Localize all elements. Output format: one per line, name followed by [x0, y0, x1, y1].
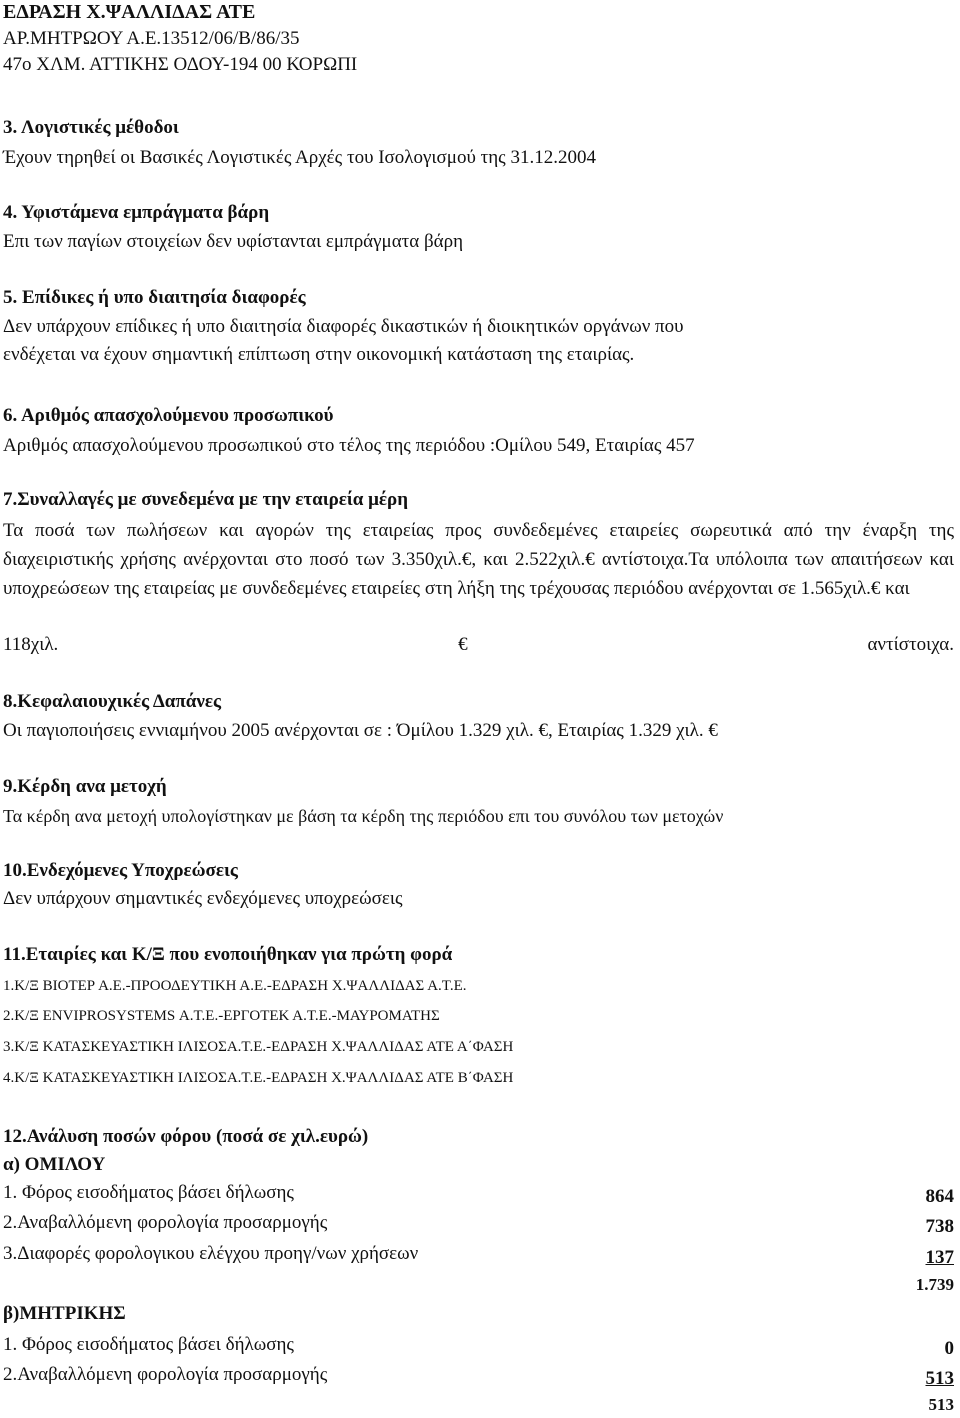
- group-total-value: 1.739: [915, 1275, 954, 1294]
- tax-row-value: 137: [925, 1247, 954, 1268]
- tax-row-label: 1. Φόρος εισοδήματος βάσει δήλωσης: [3, 1182, 294, 1203]
- section-11-title: 11.Εταιρίες και Κ/Ξ που ενοποιήθηκαν για πρώτη φορά: [3, 944, 453, 965]
- section-7-amount: 118χιλ.: [3, 634, 59, 655]
- parent-total-row: [3, 1392, 954, 1418]
- tax-row-label: 2.Αναβαλλόμενη φορολογία προσαρμογής: [3, 1364, 328, 1385]
- tax-row-label: 2.Αναβαλλόμενη φορολογία προσαρμογής: [3, 1212, 328, 1233]
- tax-row-label: 3.Διαφορές φορολογικου ελέγχου προηγ/νων χρήσεων: [3, 1243, 419, 1264]
- section-9-body: Τα κέρδη ανα μετοχή υπολογίστηκαν με βάση τα κέρδη της περιόδου επι του συνόλου των μετοχών: [3, 806, 724, 826]
- section-6-body: Αριθμός απασχολούμενου προσωπικού στο τέλος της περιόδου :Ομίλου 549, Εταιρίας 457: [3, 435, 695, 456]
- section-10-title: 10.Ενδεχόμενες Υποχρεώσεις: [3, 860, 238, 881]
- section-7-euro-sign: €: [458, 634, 468, 655]
- section-11-item-4: 4.Κ/Ξ ΚΑΤΑΣΚΕΥΑΣΤΙΚΗ ΙΛΙΣΟΣΑ.Τ.Ε.-ΕΔΡΑΣΗ Χ.ΨΑΛΛΙΔΑΣ ΑΤΕ Β΄ΦΑΣΗ: [3, 1070, 514, 1086]
- section-8-title: 8.Κεφαλαιουχικές Δαπάνες: [3, 691, 221, 712]
- section-7-paragraph: Τα ποσά των πωλήσεων και αγορών της εταιρείας προς συνδεδεμένες εταιρείες σωρευτικά από την έναρξη της διαχειριστικής χρήσης ανέρχονται στο ποσό των 3.350χιλ.€, και 2.522χιλ.€ αντίστοιχα.Τα υπόλοιπα των απαιτήσεων και υποχρεώσεων της εταιρείας με συνδεδεμένες εταιρείες στη λήξη της τρέχουσας περιόδου ανέρχονται σε 1.565χιλ.€ και: [3, 520, 954, 599]
- group-total-row: [3, 1272, 954, 1298]
- section-7-title: 7.Συναλλαγές με συνεδεμένα με την εταιρεία μέρη: [3, 489, 408, 510]
- section-11-item-1: 1.Κ/Ξ ΒΙΟΤΕΡ Α.Ε.-ΠΡΟΟΔΕΥΤΙΚΗ Α.Ε.-ΕΔΡΑΣΗ Χ.ΨΑΛΛΙΔΑΣ Α.Τ.Ε.: [3, 978, 467, 994]
- section-4-body: Επι των παγίων στοιχείων δεν υφίστανται εμπράγματα βάρη: [3, 231, 464, 252]
- tax-row: [3, 1180, 954, 1206]
- section-4-title: 4. Υφιστάμενα εμπράγματα βάρη: [3, 202, 270, 223]
- section-11-item-2: 2.Κ/Ξ ENVIPROSYSTEMS Α.Τ.Ε.-ΕΡΓΟΤΕΚ Α.Τ.Ε.-ΜΑΥΡΟΜΑΤΗΣ: [3, 1008, 440, 1024]
- company-address: 47ο ΧΛΜ. ΑΤΤΙΚΗΣ ΟΔΟΥ-194 00 ΚΟΡΩΠΙ: [3, 54, 358, 75]
- tax-row: [3, 1332, 954, 1358]
- company-name: ΕΔΡΑΣΗ Χ.ΨΑΛΛΙΔΑΣ ΑΤΕ: [3, 1, 256, 23]
- section-7-respectively: αντίστοιχα.: [867, 634, 954, 655]
- section-3-title: 3. Λογιστικές μέθοδοι: [3, 117, 179, 138]
- section-3-body: Έχουν τηρηθεί οι Βασικές Λογιστικές Αρχές του Ισολογισμού της 31.12.2004: [3, 147, 596, 168]
- section-8-body: Οι παγιοποιήσεις εννιαμήνου 2005 ανέρχονται σε : Όμίλου 1.329 χιλ. €, Εταιρίας 1.329 χιλ. €: [3, 720, 718, 741]
- tax-row-value: 864: [925, 1186, 954, 1207]
- parent-title: β)ΜΗΤΡΙΚΗΣ: [3, 1303, 126, 1324]
- section-5-line-2: ενδέχεται να έχουν σημαντική επίπτωση στην οικονομική κατάσταση της εταιρίας.: [3, 344, 635, 365]
- section-11-item-3: 3.Κ/Ξ ΚΑΤΑΣΚΕΥΑΣΤΙΚΗ ΙΛΙΣΟΣΑ.Τ.Ε.-ΕΔΡΑΣΗ Χ.ΨΑΛΛΙΔΑΣ ΑΤΕ Α΄ΦΑΣΗ: [3, 1039, 514, 1055]
- tax-row: [3, 1241, 954, 1267]
- section-6-title: 6. Αριθμός απασχολούμενου προσωπικού: [3, 405, 334, 426]
- registry-number: ΑΡ.ΜΗΤΡΩΟΥ Α.Ε.13512/06/Β/86/35: [3, 28, 300, 49]
- section-10-body: Δεν υπάρχουν σημαντικές ενδεχόμενες υποχρεώσεις: [3, 888, 403, 909]
- tax-row-value: 513: [925, 1368, 954, 1389]
- tax-row-value: 0: [944, 1338, 954, 1359]
- tax-row-label: 1. Φόρος εισοδήματος βάσει δήλωσης: [3, 1334, 294, 1355]
- section-12-title: 12.Ανάλυση ποσών φόρου (ποσά σε χιλ.ευρώ): [3, 1126, 369, 1147]
- section-5-title: 5. Επίδικες ή υπο διαιτησία διαφορές: [3, 287, 306, 308]
- section-9-title: 9.Κέρδη ανα μετοχή: [3, 776, 167, 797]
- section-5-line-1: Δεν υπάρχουν επίδικες ή υπο διαιτησία διαφορές δικαστικών ή διοικητικών οργάνων που: [3, 316, 684, 337]
- group-title: α) ΟΜΙΛΟΥ: [3, 1154, 106, 1175]
- tax-row-value: 738: [925, 1216, 954, 1237]
- tax-row: [3, 1210, 954, 1236]
- tax-row: [3, 1362, 954, 1388]
- section-7-last-line: [3, 632, 954, 658]
- parent-total-value: 513: [928, 1395, 954, 1414]
